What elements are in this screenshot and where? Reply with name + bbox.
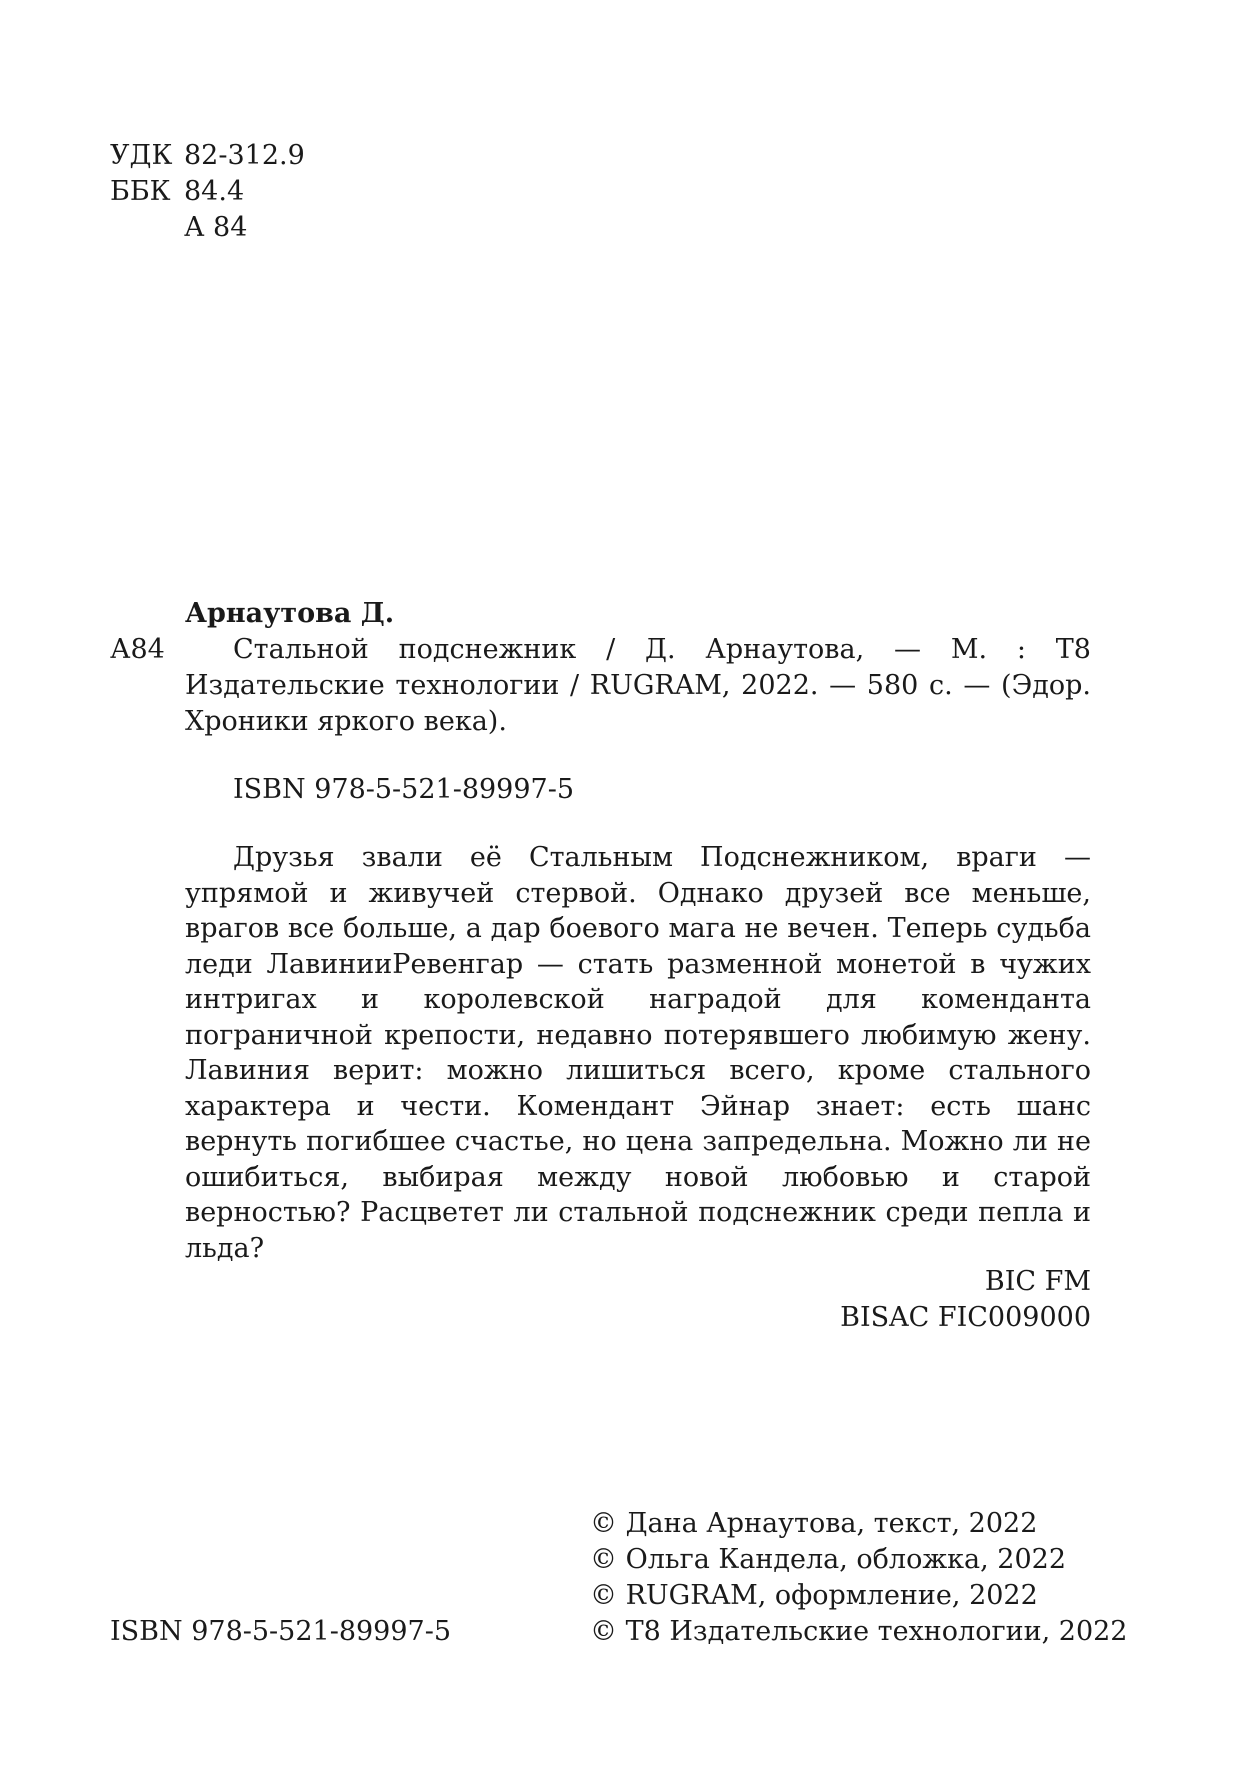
classification-row-udk <box>110 138 305 174</box>
classification-row-bbk <box>110 174 305 210</box>
copyright-line: © Дана Арнаутова, текст, 2022 <box>590 1508 1038 1539</box>
entry-isbn: ISBN 978-5-521-89997-5 <box>233 774 575 805</box>
bisac-code: BISAC FIC009000 <box>840 1302 1091 1333</box>
classification-key <box>110 210 184 246</box>
annotation-block <box>185 840 1091 1266</box>
bottom-isbn: ISBN 978-5-521-89997-5 <box>110 1616 452 1647</box>
classification-value: 82-312.9 <box>184 140 305 171</box>
author-sign-code: А84 <box>110 634 165 665</box>
author-heading: Арнаутова Д. <box>185 598 395 629</box>
classification-key: ББК <box>110 176 171 207</box>
copyright-line: © Т8 Издательские технологии, 2022 <box>590 1616 1128 1647</box>
description-text: Стальной подснежник / Д. Арнаутова, — М. : Т8 Издательские технологии / RUGRAM, 2022. — 580 с. — (Эдор. Хроники яркого века). <box>185 634 1091 737</box>
bibliographic-description <box>185 632 1091 740</box>
classification-value: 84.4 <box>184 176 245 207</box>
subject-codes <box>840 1264 1091 1336</box>
copyright-line: © RUGRAM, оформление, 2022 <box>590 1580 1038 1611</box>
annotation-text: Друзья звали её Стальным Подснежником, враги — упрямой и живучей стервой. Однако друзей все меньше, врагов все больше, а дар боевого мага не вечен. Теперь судьба леди ЛавинииРевенгар — стать разменной монетой в чужих интригах и королевской наградой для коменданта пограничной крепости, недавно потерявшего любимую жену. Лавиния верит: можно лишиться всего, кроме стального характера и чести. Комендант Эйнар знает: есть шанс вернуть погибшее счастье, но цена запредельна. Можно ли не ошибиться, выбирая между новой любовью и старой верностью? Расцветет ли стальной подснежник среди пепла и льда? <box>185 842 1091 1264</box>
classification-key: УДК <box>110 140 173 171</box>
bic-code: BIC FM <box>984 1266 1091 1297</box>
copyright-line: © Ольга Кандела, обложка, 2022 <box>590 1544 1067 1575</box>
classification-row-author-sign <box>110 210 305 246</box>
copyright-block <box>590 1506 1127 1650</box>
classification-value: А 84 <box>184 212 248 243</box>
classification-block <box>110 138 305 246</box>
